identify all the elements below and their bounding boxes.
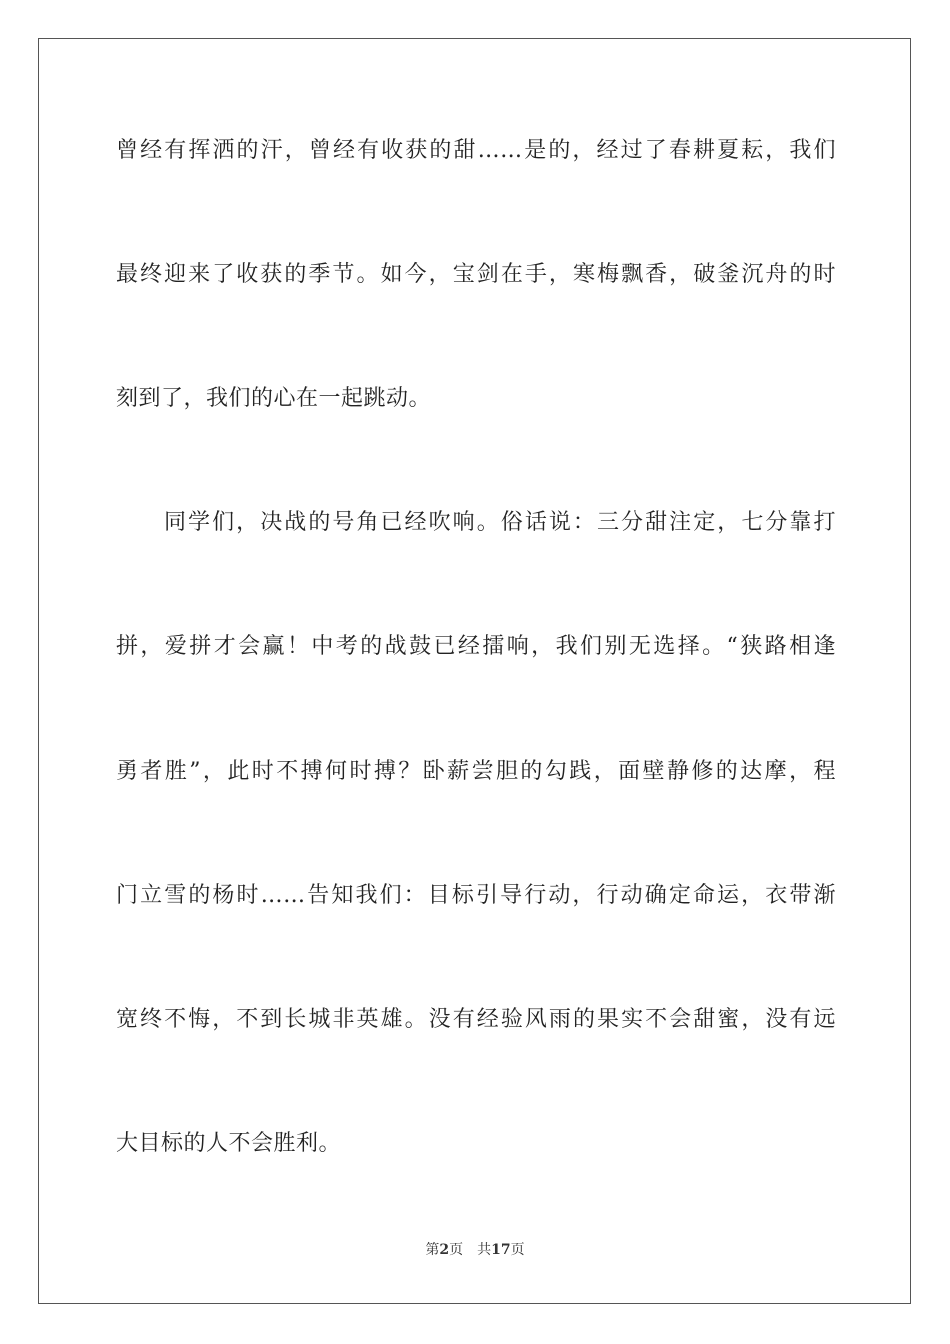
page-border <box>38 38 911 1304</box>
paragraph-line-3: 刻到了，我们的心在一起跳动。 <box>116 386 432 411</box>
paragraph-line-7: 门立雪的杨时……告知我们：目标引导行动，行动确定命运，衣带渐 <box>116 883 836 908</box>
page-footer <box>0 1241 950 1259</box>
total-pages: 17 <box>491 1242 511 1258</box>
paragraph-line-1: 曾经有挥洒的汗，曾经有收获的甜……是的，经过了春耕夏耘，我们 <box>116 138 836 163</box>
page-prefix: 第 <box>425 1242 440 1258</box>
page-suffix: 页 <box>449 1242 464 1258</box>
total-prefix: 共 <box>477 1242 492 1258</box>
total-suffix: 页 <box>510 1242 525 1258</box>
paragraph-line-2: 最终迎来了收获的季节。如今，宝剑在手，寒梅飘香，破釜沉舟的时 <box>116 262 836 287</box>
paragraph-line-5: 拼，爱拼才会赢！中考的战鼓已经擂响，我们别无选择。“狭路相逢 <box>116 634 836 659</box>
paragraph-line-6: 勇者胜”，此时不搏何时搏？卧薪尝胆的勾践，面壁静修的达摩，程 <box>116 759 836 784</box>
paragraph-line-4: 同学们，决战的号角已经吹响。俗话说：三分甜注定，七分靠打 <box>164 510 836 535</box>
page-number: 2 <box>439 1242 450 1258</box>
paragraph-line-8: 宽终不悔，不到长城非英雄。没有经验风雨的果实不会甜蜜，没有远 <box>116 1007 836 1032</box>
paragraph-line-9: 大目标的人不会胜利。 <box>116 1131 342 1156</box>
